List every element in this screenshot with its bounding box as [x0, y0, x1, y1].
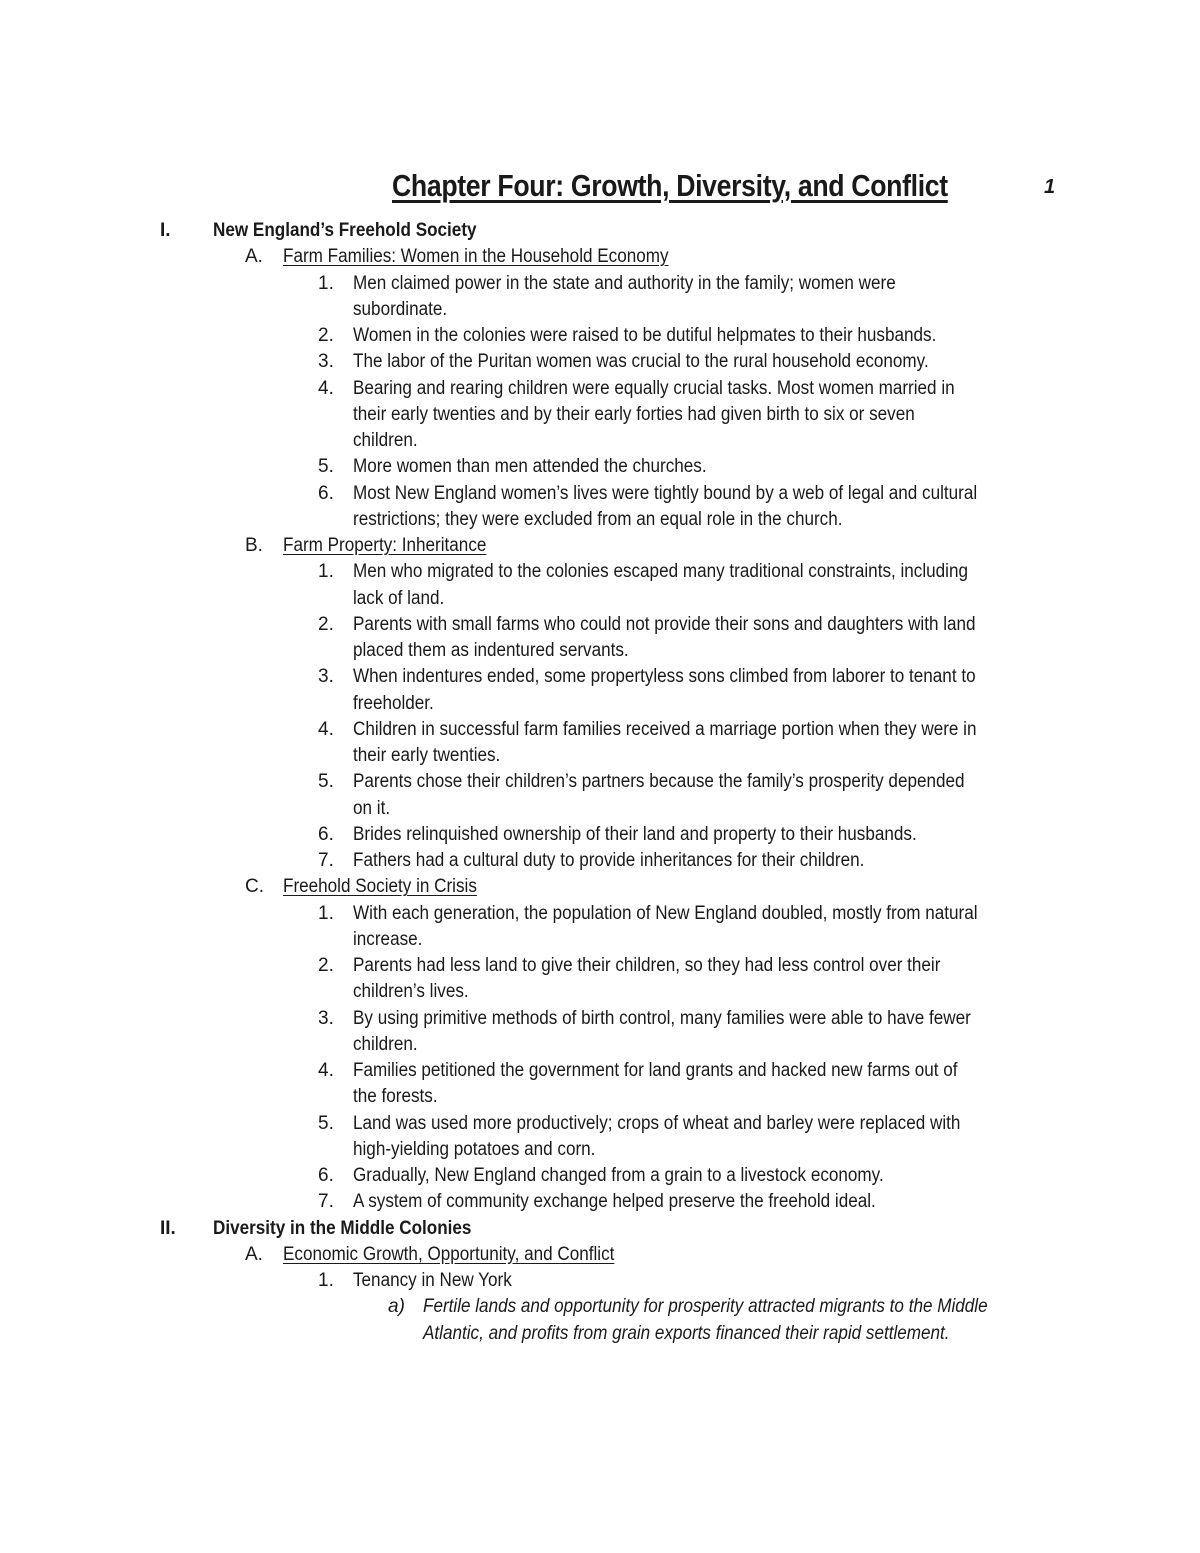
- list-item-marker: 1.: [318, 272, 334, 294]
- list-item-marker: 5.: [318, 456, 334, 478]
- list-item-text: the forests.: [353, 1086, 438, 1108]
- list-item-marker: 4.: [318, 377, 334, 399]
- list-item-text: Parents had less land to give their children, so they had less control over their: [353, 955, 941, 976]
- list-item-marker: 3.: [318, 1007, 334, 1029]
- list-item-marker: 7.: [318, 850, 334, 871]
- list-item-marker: 5.: [318, 1112, 334, 1134]
- list-item-text: children’s lives.: [353, 981, 469, 1003]
- list-item-text: Women in the colonies were raised to be dutiful helpmates to their husbands.: [353, 325, 937, 346]
- subsection-marker: A.: [245, 1243, 263, 1265]
- list-item-text: The labor of the Puritan women was crucial to the rural household economy.: [353, 351, 929, 373]
- list-item-text: lack of land.: [353, 587, 445, 609]
- list-item-marker: 4.: [318, 718, 334, 740]
- list-item-marker: 6.: [318, 823, 334, 845]
- list-item-text: Gradually, New England changed from a grain to a livestock economy.: [353, 1165, 884, 1186]
- list-item-text: Parents with small farms who could not provide their sons and daughters with land: [353, 613, 976, 635]
- list-item-text: freeholder.: [353, 692, 434, 714]
- list-item-marker: 1.: [318, 561, 334, 583]
- list-item-marker: 5.: [318, 771, 334, 793]
- list-item-text: Men claimed power in the state and authority in the family; women were: [353, 272, 896, 294]
- list-item-text: Parents chose their children’s partners because the family’s prosperity depended: [353, 771, 965, 793]
- list-item-marker: 4.: [318, 1060, 334, 1081]
- sub-item-text: Atlantic, and profits from grain exports financed their rapid settlement.: [423, 1322, 950, 1344]
- subsection-heading: Farm Families: Women in the Household Economy: [283, 246, 669, 268]
- list-item-text: restrictions; they were excluded from an equal role in the church.: [353, 508, 843, 530]
- list-item-text: With each generation, the population of New England doubled, mostly from natural: [353, 902, 978, 924]
- list-item-text: Children in successful farm families received a marriage portion when they were in: [353, 718, 977, 740]
- list-item-marker: 1.: [318, 1270, 334, 1291]
- subsection-heading: Freehold Society in Crisis: [283, 876, 477, 898]
- list-item-text: placed them as indentured servants.: [353, 640, 629, 661]
- list-item-text: high-yielding potatoes and corn.: [353, 1138, 596, 1160]
- list-item-marker: 6.: [318, 1165, 334, 1186]
- title-row: [392, 168, 1092, 212]
- subsection-marker: C.: [245, 876, 264, 898]
- sub-item-text: Fertile lands and opportunity for prosperity attracted migrants to the Middle: [423, 1296, 988, 1318]
- page-number: 1: [1044, 176, 1056, 198]
- subsection-heading: Farm Property: Inheritance: [283, 535, 487, 556]
- list-item-text: Brides relinquished ownership of their land and property to their husbands.: [353, 823, 917, 845]
- list-item-marker: 3.: [318, 666, 334, 688]
- list-item-text: More women than men attended the churches.: [353, 456, 707, 478]
- list-item-text: on it.: [353, 797, 391, 819]
- list-item-text: Land was used more productively; crops of wheat and barley were replaced with: [353, 1112, 961, 1134]
- subsection-heading: Economic Growth, Opportunity, and Conflict: [283, 1243, 615, 1265]
- list-item-text: Tenancy in New York: [353, 1270, 512, 1291]
- list-item-text: children.: [353, 1033, 418, 1055]
- list-item-text: Most New England women’s lives were tightly bound by a web of legal and cultural: [353, 482, 978, 504]
- section-heading: Diversity in the Middle Colonies: [213, 1217, 472, 1239]
- list-item-marker: 7.: [318, 1191, 334, 1213]
- section-heading: New England’s Freehold Society: [213, 220, 477, 241]
- subsection-marker: A.: [245, 246, 263, 268]
- list-item-text: children.: [353, 430, 418, 451]
- list-item-marker: 3.: [318, 351, 334, 373]
- list-item-text: Bearing and rearing children were equally crucial tasks. Most women married in: [353, 377, 955, 399]
- list-item-marker: 2.: [318, 325, 334, 346]
- list-item-marker: 2.: [318, 613, 334, 635]
- list-item-text: their early twenties.: [353, 745, 501, 766]
- list-item-marker: 6.: [318, 482, 334, 504]
- section-marker: II.: [160, 1217, 176, 1239]
- section-marker: I.: [160, 220, 171, 241]
- list-item-text: Fathers had a cultural duty to provide inheritances for their children.: [353, 850, 865, 871]
- list-item-text: Men who migrated to the colonies escaped many traditional constraints, including: [353, 561, 968, 583]
- list-item-text: A system of community exchange helped preserve the freehold ideal.: [353, 1191, 876, 1213]
- list-item-text: Families petitioned the government for land grants and hacked new farms out of: [353, 1060, 958, 1081]
- list-item-marker: 1.: [318, 902, 334, 924]
- subsection-marker: B.: [245, 535, 263, 556]
- list-item-text: increase.: [353, 928, 423, 950]
- sub-item-marker: a): [388, 1296, 405, 1318]
- list-item-text: subordinate.: [353, 298, 448, 320]
- list-item-text: their early twenties and by their early forties had given birth to six or seven: [353, 403, 915, 425]
- list-item-marker: 2.: [318, 955, 334, 976]
- page-title: Chapter Four: Growth, Diversity, and Conflict: [392, 168, 948, 203]
- list-item-text: When indentures ended, some propertyless sons climbed from laborer to tenant to: [353, 666, 976, 688]
- list-item-text: By using primitive methods of birth control, many families were able to have fewer: [353, 1007, 971, 1029]
